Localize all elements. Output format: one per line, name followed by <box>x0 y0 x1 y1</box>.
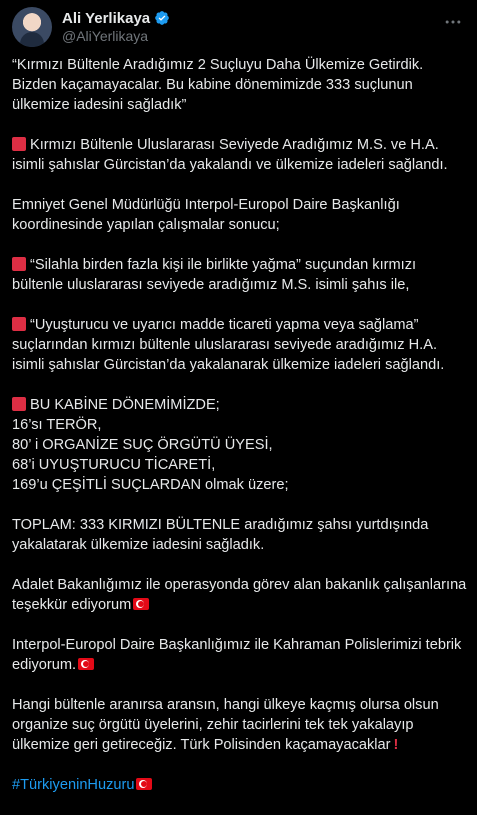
tweet-header <box>0 0 477 50</box>
tweet-paragraph-ms <box>12 255 468 295</box>
tweet-paragraph-thanks <box>12 575 468 615</box>
red-square-emoji-icon <box>12 257 26 271</box>
paragraph-text: Hangi bültenle aranırsa aransın, hangi ülkeye kaçmış olursa olsun organize suç örgütü üyelerini, zehir tacirlerini tek tek yakalayıp ülkemize geri getireceğiz. Türk Polisinden kaçamayacaklar <box>12 697 439 753</box>
list-title-line <box>12 395 468 415</box>
tweet-hashtag-line <box>12 775 468 795</box>
list-item: 16’sı TERÖR, <box>12 417 102 433</box>
paragraph-text: Interpol-Europol Daire Başkanlığımız ile Kahraman Polislerimizi tebrik ediyorum. <box>12 637 462 673</box>
avatar[interactable] <box>12 7 52 47</box>
list-item: 169’u ÇEŞİTLİ SUÇLARDAN olmak üzere; <box>12 477 289 493</box>
tweet-paragraph-total: TOPLAM: 333 KIRMIZI BÜLTENLE aradığımız şahsı yurtdışında yakalatarak ülkemize iadesini sağladık. <box>12 517 429 553</box>
author-handle[interactable]: @AliYerlikaya <box>62 28 149 44</box>
tweet-text <box>12 55 468 815</box>
tweet-paragraph-congrats <box>12 635 468 675</box>
tweet-paragraph-ha <box>12 315 468 375</box>
tweet-paragraph-quote: “Kırmızı Bültenle Aradığımız 2 Suçluyu Daha Ülkemize Getirdik. Bizden kaçamayacalar. Bu kabine dönemimizde 333 suçlunun ülkemize iadesini sağladık” <box>12 57 424 113</box>
turkey-flag-emoji-icon <box>133 598 149 610</box>
red-square-emoji-icon <box>12 317 26 331</box>
hashtag-link[interactable]: #TürkiyeninHuzuru <box>12 777 135 793</box>
paragraph-text: “Uyuşturucu ve uyarıcı madde ticareti yapma veya sağlama” suçlarından kırmızı bültenle uluslararası seviyede aradığımız H.A. isimli şahıslar Gürcistan’da yakalanarak ülkemize iadeleri sağlandı. <box>12 317 445 373</box>
red-square-emoji-icon <box>12 397 26 411</box>
list-item: 80’ i ORGANİZE SUÇ ÖRGÜTÜ ÜYESİ, <box>12 437 273 453</box>
turkey-flag-emoji-icon <box>78 658 94 670</box>
author-name[interactable]: Ali Yerlikaya <box>62 9 151 27</box>
list-item: 68’i UYUŞTURUCU TİCARETİ, <box>12 457 216 473</box>
author-name-row <box>62 9 170 27</box>
tweet-paragraph-warning <box>12 695 468 755</box>
tweet-stats-list <box>12 395 468 495</box>
paragraph-text: Kırmızı Bültenle Uluslararası Seviyede Aradığımız M.S. ve H.A. isimli şahıslar Gürcistan’da yakalandı ve ülkemize iadeleri sağlandı. <box>12 137 448 173</box>
red-square-emoji-icon <box>12 137 26 151</box>
red-exclamation-emoji-icon: ! <box>393 737 399 753</box>
paragraph-text: Adalet Bakanlığımız ile operasyonda görev alan bakanlık çalışanlarına teşekkür ediyorum <box>12 577 467 613</box>
paragraph-text: “Silahla birden fazla kişi ile birlikte yağma” suçundan kırmızı bültenle uluslararası seviyede aradığımız M.S. isimli şahıs ile, <box>12 257 417 293</box>
list-title: BU KABİNE DÖNEMİMİZDE; <box>30 397 220 413</box>
tweet-paragraph-arrest <box>12 135 468 175</box>
tweet-paragraph-coordination: Emniyet Genel Müdürlüğü Interpol-Europol Daire Başkanlığı koordinesinde yapılan çalışmalar sonucu; <box>12 197 400 233</box>
verified-badge-icon <box>154 10 170 26</box>
turkey-flag-emoji-icon <box>136 778 152 790</box>
more-options-icon[interactable] <box>443 12 463 32</box>
